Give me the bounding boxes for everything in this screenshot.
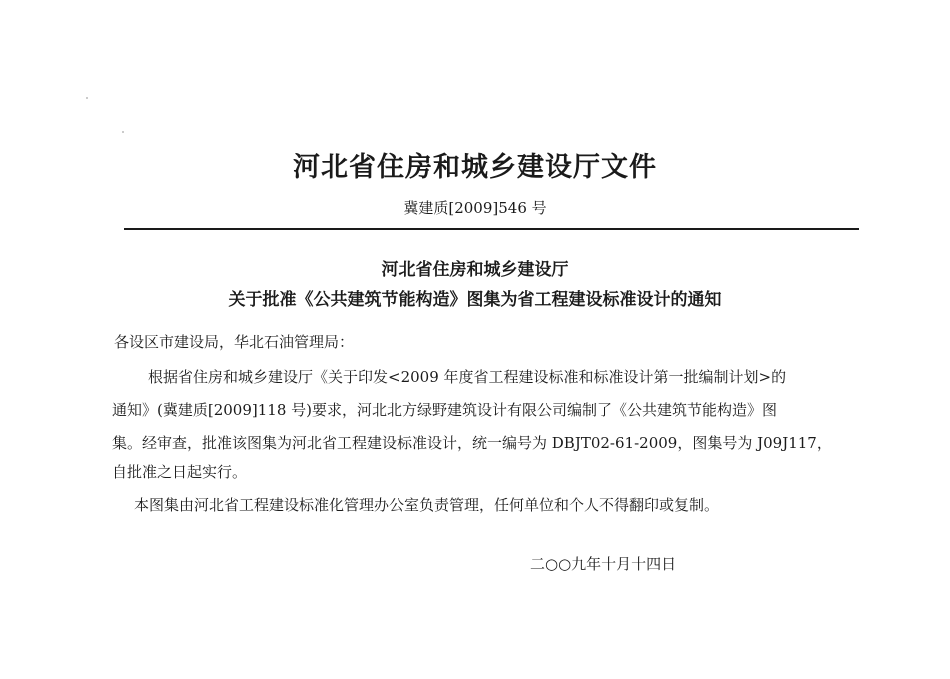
body-line: 根据省住房和城乡建设厅《关于印发<2009 年度省工程建设标准和标准设计第一批编制计划>的 bbox=[148, 368, 787, 386]
document-title: 河北省住房和城乡建设厅文件 bbox=[293, 152, 657, 183]
issue-date: 二○○九年十月十四日 bbox=[530, 555, 677, 573]
header-divider bbox=[124, 228, 859, 230]
notice-issuer: 河北省住房和城乡建设厅 bbox=[381, 260, 569, 280]
body-line: 集。经审查，批准该图集为河北省工程建设标准设计，统一编号为 DBJT02-61-2009，图集号为 J09J117， bbox=[112, 434, 832, 452]
scan-speck bbox=[122, 131, 124, 133]
body-line: 本图集由河北省工程建设标准化管理办公室负责管理，任何单位和个人不得翻印或复制。 bbox=[134, 496, 720, 514]
scan-speck bbox=[86, 97, 88, 99]
body-line: 自批准之日起实行。 bbox=[112, 463, 248, 481]
document-number: 冀建质[2009]546 号 bbox=[403, 199, 547, 217]
addressee: 各设区市建设局，华北石油管理局： bbox=[114, 333, 355, 351]
notice-subject: 关于批准《公共建筑节能构造》图集为省工程建设标准设计的通知 bbox=[228, 290, 722, 310]
body-line: 通知》(冀建质[2009]118 号)要求，河北北方绿野建筑设计有限公司编制了《公共建筑节能构造》图 bbox=[112, 401, 777, 419]
